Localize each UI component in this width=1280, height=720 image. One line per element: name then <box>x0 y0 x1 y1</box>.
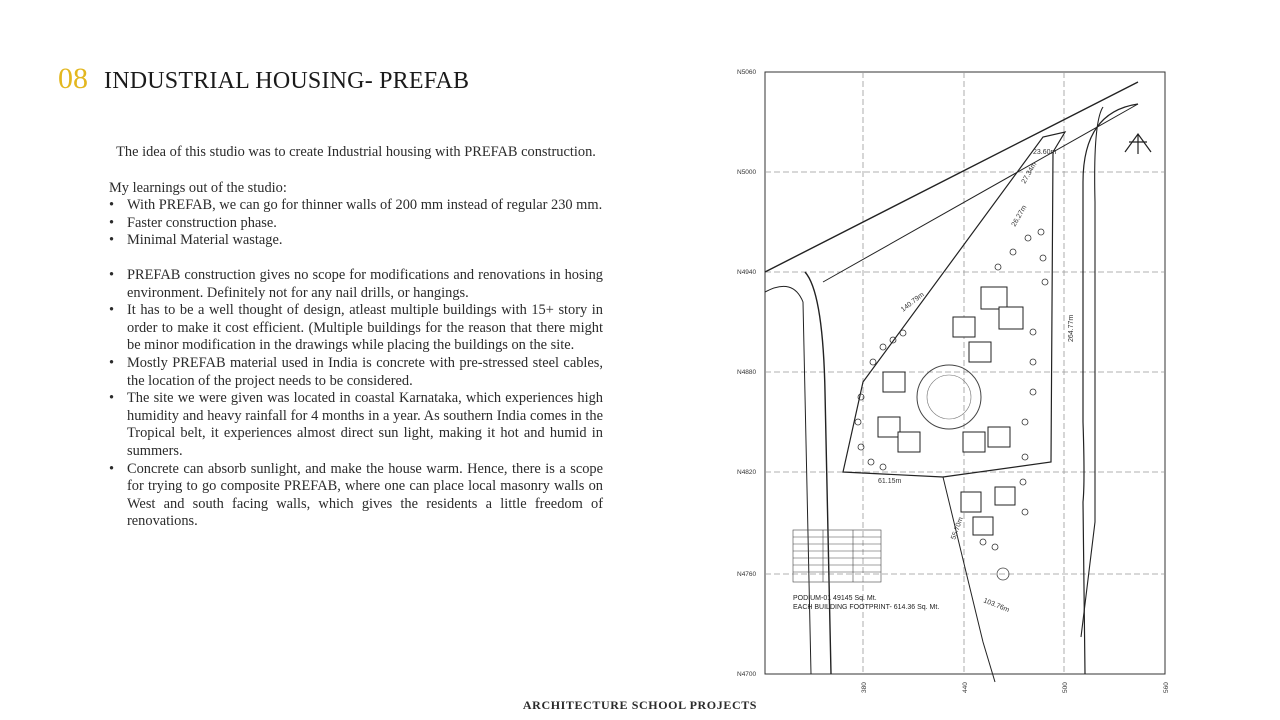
learnings-list <box>109 197 603 250</box>
grid-label-440: 440 <box>962 682 969 693</box>
grid-label-n4760: N4760 <box>737 571 757 578</box>
dimension-label: 55.70m <box>950 516 965 541</box>
grid-label-n4940: N4940 <box>737 269 757 276</box>
grid-label-n4880: N4880 <box>737 369 757 376</box>
slide-header <box>58 62 469 96</box>
list-item: • The site we were given was located in coastal Karnataka, which experiences high humidity and heavy rainfall for 4 months in a year. As southern India comes in the Tropical belt, it experiences almost direct sun light, making it hot and humid in summers. <box>127 390 603 460</box>
section-number: 08 <box>58 62 88 95</box>
list-item: • Mostly PREFAB material used in India is concrete with pre-stressed steel cables, the location of the project needs to be considered. <box>127 355 603 390</box>
grid-label-n4820: N4820 <box>737 469 757 476</box>
dimension-label: 140.79m <box>899 291 926 314</box>
area-note: EACH BUILDING FOOTPRINT- 614.36 Sq. Mt. <box>793 604 940 611</box>
area-note: PODIUM-01 49145 Sq. Mt. <box>793 595 877 602</box>
dimension-label: 264.77m <box>1068 314 1075 342</box>
list-item: • Concrete can absorb sunlight, and make the house warm. Hence, there is a scope for trying to go composite PREFAB, where one can place local masonry walls on West and south facing walls, which gives the residents a little freedom of renovations. <box>127 461 603 531</box>
list-item: • Minimal Material wastage. <box>127 232 603 250</box>
points-list <box>109 267 603 531</box>
dimension-label: 61.15m <box>878 478 902 485</box>
grid-label-n5060: N5060 <box>737 69 757 76</box>
grid-label-n5000: N5000 <box>737 169 757 176</box>
body-text <box>109 144 603 531</box>
grid-label-n4700: N4700 <box>737 671 757 678</box>
footer-caption: ARCHITECTURE SCHOOL PROJECTS <box>522 698 758 712</box>
page-title: INDUSTRIAL HOUSING- PREFAB <box>104 68 470 94</box>
site-plan-drawing <box>733 62 1173 697</box>
list-item: • With PREFAB, we can go for thinner walls of 200 mm instead of regular 230 mm. <box>127 197 603 215</box>
list-item: • Faster construction phase. <box>127 215 603 233</box>
dimension-label: 27.34m <box>1020 161 1039 185</box>
grid-label-500: 500 <box>1062 682 1069 693</box>
dimension-label: 26.27m <box>1010 204 1029 228</box>
learnings-heading: My learnings out of the studio: <box>109 179 287 196</box>
dimension-label: 103.76m <box>982 597 1011 615</box>
grid-label-560: 560 <box>1163 682 1170 693</box>
dimension-label: 23.60m <box>1033 149 1057 156</box>
list-item: • PREFAB construction gives no scope for modifications and renovations in hosing environment. Definitely not for any nail drills, or hangings. <box>127 267 603 302</box>
grid-label-380: 380 <box>861 682 868 693</box>
intro-paragraph: The idea of this studio was to create Industrial housing with PREFAB construction. <box>116 144 596 160</box>
north-arrow-icon <box>1125 134 1151 154</box>
list-item: • It has to be a well thought of design, atleast multiple buildings with 15+ story in order to make it cost efficient. (Multiple buildings for the reason that there might be minor modification in the drawings while placing the buildings on the site. <box>127 302 603 355</box>
